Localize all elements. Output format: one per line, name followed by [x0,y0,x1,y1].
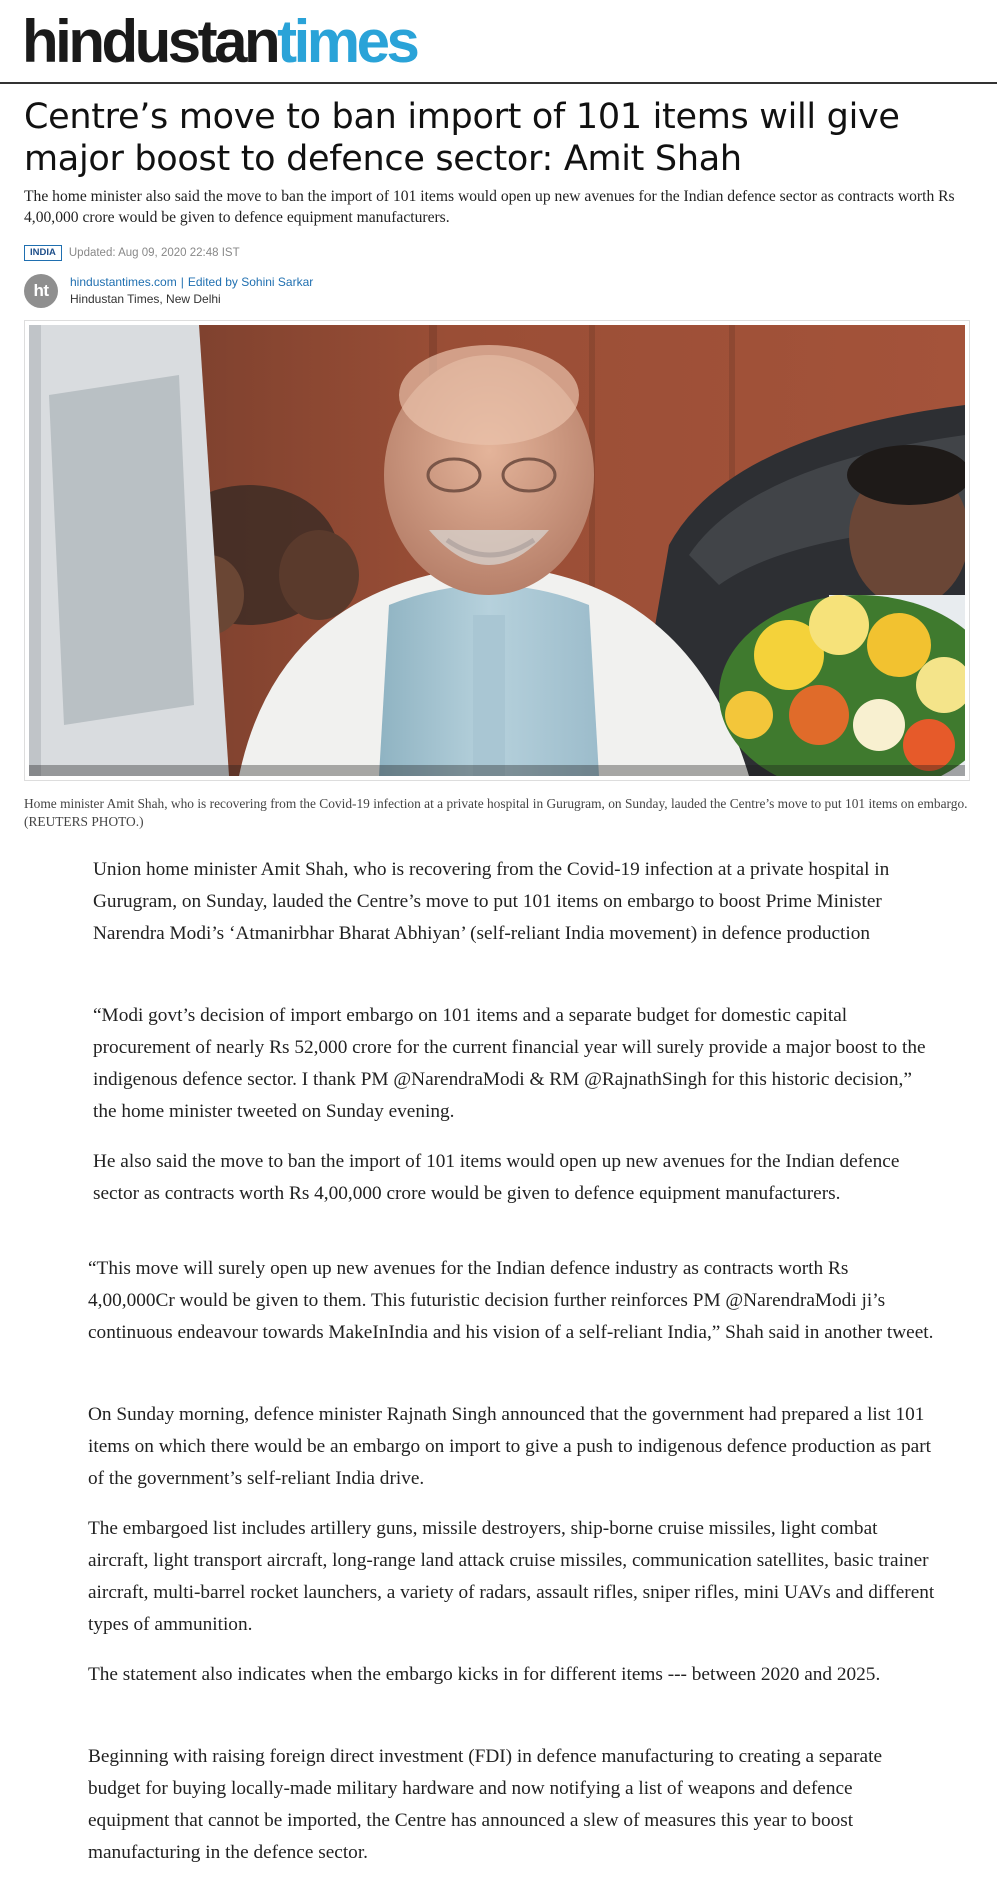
byline-location: Hindustan Times, New Delhi [70,292,221,306]
article-paragraph: “This move will surely open up new avenues for the Indian defence industry as contracts worth Rs 4,00,000Cr would be given to them. This futuristic decision further reinforces PM @NarendraModi ji’s continuous endeavour towards MakeInIndia and his vision of a self-reliant India,” Shah said in another tweet. [88,1258,934,1343]
byline-separator: | [180,275,184,289]
article-paragraph: He also said the move to ban the import of 101 items would open up new avenues for the Indian defence sector as contracts worth Rs 4,00,000 crore would be given to defence equipment manufacturers. [93,1151,900,1204]
article-paragraph: The statement also indicates when the embargo kicks in for different items --- between 2020 and 2025. [88,1664,881,1685]
section-badge[interactable]: INDIA [24,245,62,261]
byline-source-row [70,274,313,291]
hindustan-times-logo[interactable] [22,2,416,82]
masthead [0,0,997,84]
article-paragraph: On Sunday morning, defence minister Rajnath Singh announced that the government had prepared a list 101 items on which there would be an embargo on import to give a push to indigenous defence production as part of the government’s self-reliant India drive. [88,1404,931,1489]
article-paragraph: Union home minister Amit Shah, who is recovering from the Covid-19 infection at a private hospital in Gurugram, on Sunday, lauded the Centre’s move to put 101 items on embargo to boost Prime Minister Narendra Modi’s ‘Atmanirbhar Bharat Abhiyan’ (self-reliant India movement) in defence production [93,859,890,944]
author-source-link[interactable]: hindustantimes.com [70,275,177,289]
article-photo-image [29,325,965,776]
editor-link[interactable]: Edited by Sohini Sarkar [187,275,314,289]
logo-part-times: times [277,8,417,75]
article-summary: The home minister also said the move to ban the import of 101 items would open up new avenues for the Indian defence sector as contracts worth Rs 4,00,000 crore would be given to defence equipment manufacturers. [24,188,955,226]
article-paragraph: Beginning with raising foreign direct investment (FDI) in defence manufacturing to creating a separate budget for buying locally-made military hardware and now notifying a list of weapons and defence equipment that cannot be imported, the Centre has announced a slew of measures this year to boost manufacturing in the defence sector. [88,1746,883,1863]
article-paragraph: “Modi govt’s decision of import embargo on 101 items and a separate budget for domestic capital procurement of nearly Rs 52,000 crore for the current financial year will surely provide a major boost to the indigenous defence sector. I thank PM @NarendraModi & RM @RajnathSingh for this historic decision,” the home minister tweeted on Sunday evening. [93,1005,926,1122]
logo-part-hindustan: hindustan [22,8,278,75]
ht-avatar-icon: ht [24,274,58,308]
article-paragraph: The embargoed list includes artillery guns, missile destroyers, ship-borne cruise missiles, light combat aircraft, light transport aircraft, long-range land attack cruise missiles, communication satellites, basic trainer aircraft, multi-barrel rocket launchers, a variety of radars, assault rifles, sniper rifles, mini UAVs and different types of ammunition. [88,1518,935,1635]
photo-caption: Home minister Amit Shah, who is recovering from the Covid-19 infection at a private hospital in Gurugram, on Sunday, lauded the Centre’s move to put 101 items on embargo.(REUTERS PHOTO.) [24,796,968,829]
article-meta [24,244,240,262]
byline-text [70,274,313,308]
author-byline [24,274,313,308]
article-photo [24,320,970,781]
updated-timestamp: Updated: Aug 09, 2020 22:48 IST [68,247,240,259]
article-headline: Centre’s move to ban import of 101 items will give major boost to defence sector: Amit Shah [24,97,900,179]
